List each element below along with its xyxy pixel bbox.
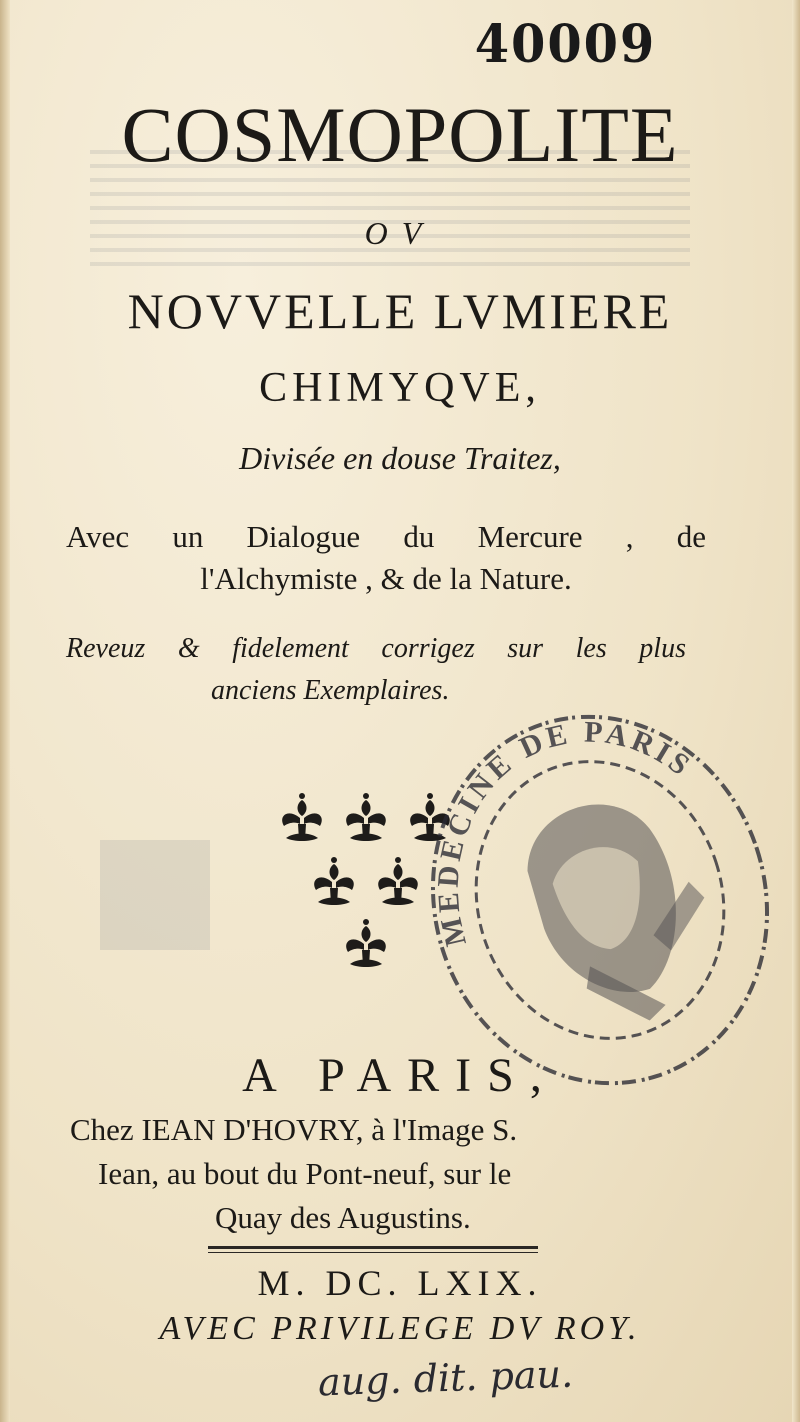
imprint-line-2: Iean, au bout du Pont-neuf, sur le: [98, 1156, 512, 1191]
title-conjunction: OV: [364, 215, 436, 251]
subtitle-line-2: l'Alchymiste , & de la Nature.: [200, 561, 572, 596]
subtitle-line-1: Avec un Dialogue du Mercure , de: [66, 519, 706, 554]
page-edge-right: [792, 0, 800, 1422]
imprint-city: A PARIS,: [242, 1049, 558, 1102]
imprint-line-1: Chez IEAN D'HOVRY, à l'Image S.: [70, 1112, 518, 1147]
shelfmark-number: 40009: [474, 14, 657, 75]
divider-rule: [208, 1246, 538, 1249]
divider-rule-thin: [208, 1252, 538, 1253]
title-third-line: CHIMYQVE,: [259, 365, 541, 411]
revision-line-2: anciens Exemplaires.: [211, 675, 450, 706]
title-second-line: NOVVELLE LVMIERE: [127, 283, 673, 339]
title-main: COSMOPOLITE: [121, 91, 679, 178]
royal-privilege: AVEC PRIVILEGE DV ROY.: [159, 1310, 641, 1347]
title-division-note: Divisée en douse Traitez,: [239, 440, 561, 476]
imprint-block: [70, 1108, 710, 1240]
revision-line-1: Reveuz & fidelement corrigez sur les plus: [66, 633, 686, 664]
handwritten-note: aug. dit. pau.: [317, 1351, 574, 1405]
subtitle-paragraph: [66, 516, 706, 600]
library-stamp-icon: [420, 700, 780, 1100]
publication-date: M. DC. LXIX.: [257, 1263, 543, 1303]
stamp-text: MEDECINE DE PARIS: [431, 715, 699, 950]
show-through-block: [100, 840, 210, 950]
page-edge-left: [0, 0, 10, 1422]
imprint-line-3: Quay des Augustins.: [215, 1200, 471, 1235]
